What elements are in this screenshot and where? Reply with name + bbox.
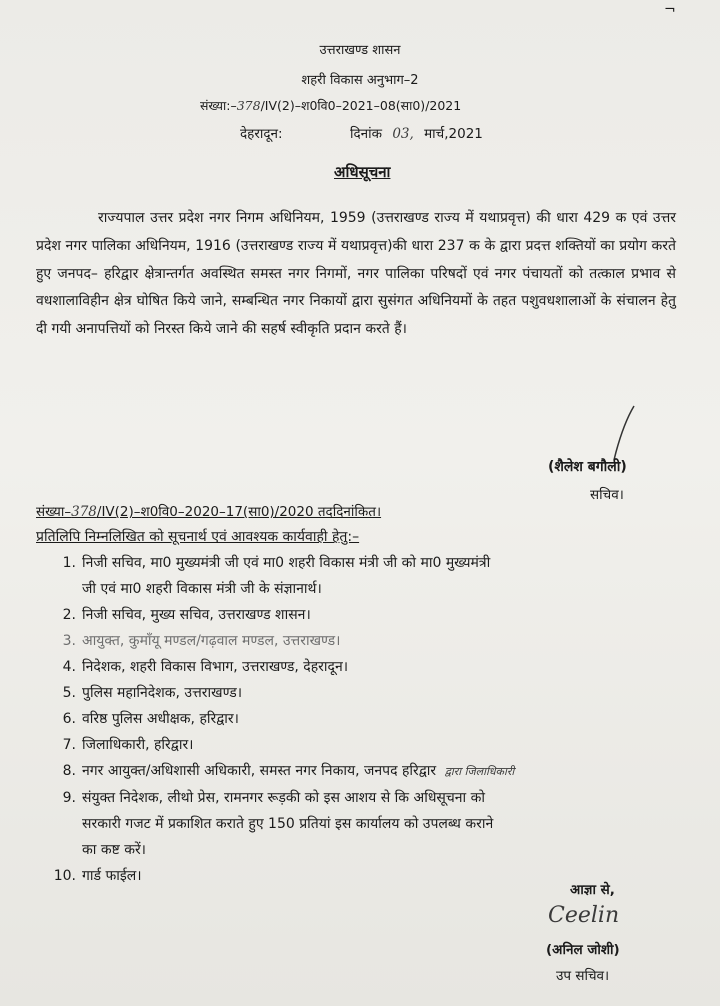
list-item: 4. निदेशक, शहरी विकास विभाग, उत्तराखण्ड, देहरादून। (62, 659, 349, 675)
signature1-mark (602, 404, 642, 464)
list-item: 9. संयुक्त निदेशक, लीथो प्रेस, रामनगर रूड़की को इस आशय से कि अधिसूचना को सरकारी गजट में प्रकाशित कराते हुए 150 प्रतियां इस कार्यालय को उपलब्ध कराने का कष्ट करें। (62, 790, 494, 858)
reference-handwritten: 378 (236, 98, 261, 113)
signature2-sign: Ceelin (548, 903, 620, 928)
distribution-list (44, 550, 684, 889)
list-item: 5. पुलिस महानिदेशक, उत्तराखण्ड। (62, 685, 243, 701)
handwritten-note: द्वारा जिलाधिकारी (444, 765, 515, 778)
signature1-designation: सचिव। (590, 487, 624, 503)
list-item: 1. निजी सचिव, मा0 मुख्यमंत्री जी एवं मा0 शहरी विकास मंत्री जी को मा0 मुख्यमंत्री जी एवं मा0 शहरी विकास मंत्री जी के संज्ञानार्थ। (62, 555, 491, 597)
place: देहरादून: (240, 126, 283, 142)
list-item: 8. नगर आयुक्त/अधिशासी अधिकारी, समस्त नगर निकाय, जनपद हरिद्वार द्वारा जिलाधिकारी (62, 763, 515, 779)
date: दिनांक 03, मार्च,2021 (350, 126, 483, 142)
list-item: 2. निजी सचिव, मुख्य सचिव, उत्तराखण्ड शासन। (62, 607, 311, 623)
signature2-designation: उप सचिव। (556, 968, 610, 984)
department-name: शहरी विकास अनुभाग–2 (301, 73, 419, 88)
notification-body: राज्यपाल उत्तर प्रदेश नगर निगम अधिनियम, 1959 (उत्तराखण्ड राज्य में यथाप्रवृत्त) की धारा 429 क एवं उत्तर प्रदेश नगर पालिका अधिनियम, 1916 (उत्तराखण्ड राज्य में यथाप्रवृत्त)की धारा 237 क के द्वारा प्रदत्त शक्तियों का प्रयोग करते हुए जनपद– हरिद्वार क्षेत्रान्तर्गत अवस्थित समस्त नगर निगमों, नगर पालिका परिषदों एवं नगर पंचायतों को तत्काल प्रभाव से वधशालाविहीन क्षेत्र घोषित किये जाने, सम्बन्धित नगर निकायों द्वारा सुसंगत अधिनियमों के तहत पशुवधशालाओं के संचालन हेतु दी गयी अनापत्तियों को निरस्त किये जाने की सहर्ष स्वीकृति प्रदान करते हैं। (36, 210, 676, 338)
list-item: 7. जिलाधिकारी, हरिद्वार। (62, 737, 194, 753)
government-name: उत्तराखण्ड शासन (319, 43, 401, 58)
date-handwritten: 03, (392, 126, 414, 142)
list-item: 3. आयुक्त, कुमाँयू मण्डल/गढ़वाल मण्डल, उत्तराखण्ड। (62, 633, 341, 649)
top-mark: ¬ (664, 2, 676, 18)
signature1-name: (शैलेश बगौली) (548, 459, 627, 475)
list-item: 10. गार्ड फाईल। (53, 868, 142, 884)
list-item: 6. वरिष्ठ पुलिस अधीक्षक, हरिद्वार। (62, 711, 239, 727)
notification-title: अधिसूचना (334, 163, 391, 181)
signature2-order: आज्ञा से, (570, 882, 615, 898)
signature2-name: (अनिल जोशी) (546, 942, 620, 958)
reference-number: संख्या:–378/IV(2)–श0वि0–2021–08(सा0)/2021 (200, 98, 462, 113)
copy-reference: संख्या–378/IV(2)–श0वि0–2020–17(सा0)/2020 तददिनांकित। (36, 504, 382, 520)
copy-intro: प्रतिलिपि निम्नलिखित को सूचनार्थ एवं आवश्यक कार्यवाही हेतु:– (36, 529, 360, 545)
copy-reference-handwritten: 378 (71, 504, 97, 520)
